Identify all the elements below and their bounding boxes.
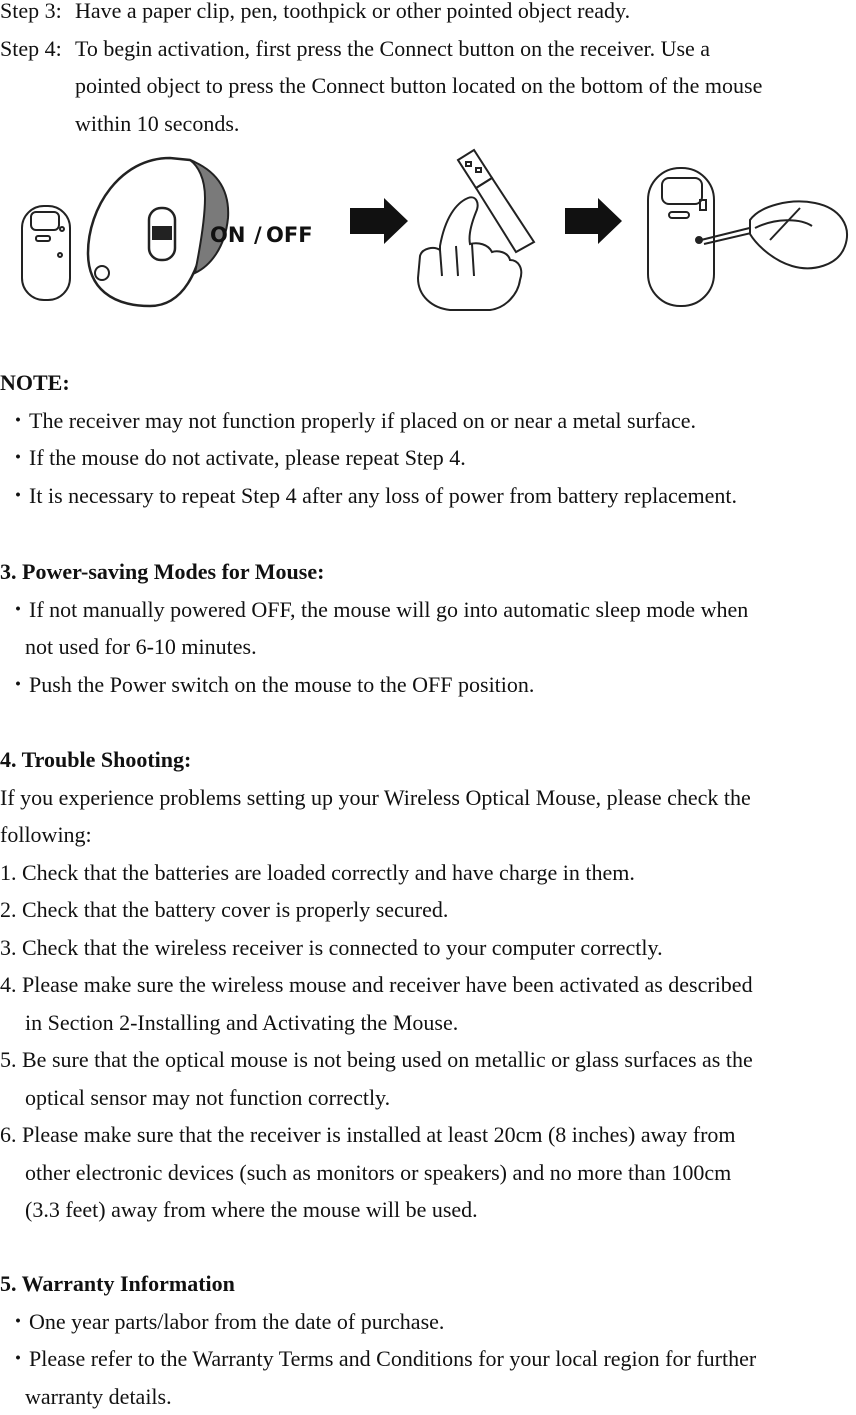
on-off-label bbox=[210, 223, 313, 247]
trouble-intro-line-2: following: bbox=[0, 816, 856, 854]
trouble-item-2: 2. Check that the battery cover is properly secured. bbox=[0, 891, 856, 929]
warranty-item-1-text: One year parts/labor from the date of purchase. bbox=[29, 1309, 444, 1334]
step-3 bbox=[0, 0, 856, 30]
mouse-bottom-icon bbox=[22, 206, 70, 300]
trouble-item-4-cont: in Section 2-Installing and Activating the Mouse. bbox=[0, 1004, 856, 1042]
bullet-dot: ・ bbox=[7, 445, 29, 470]
mouse-pen-connect-icon bbox=[648, 168, 847, 306]
warranty-heading: 5. Warranty Information bbox=[0, 1265, 856, 1303]
bullet-dot: ・ bbox=[7, 672, 29, 697]
arrow-right-icon bbox=[350, 198, 408, 244]
power-saving-section bbox=[0, 553, 856, 703]
trouble-item-1: 1. Check that the batteries are loaded correctly and have charge in them. bbox=[0, 854, 856, 892]
note-heading: NOTE: bbox=[0, 364, 856, 402]
bullet-dot: ・ bbox=[7, 1309, 29, 1334]
trouble-item-5-cont: optical sensor may not function correctly. bbox=[0, 1079, 856, 1117]
step-4-text-line-2: pointed object to press the Connect button located on the bottom of the mouse bbox=[0, 67, 856, 105]
trouble-shooting-section bbox=[0, 741, 856, 1229]
warranty-item-2-text: Please refer to the Warranty Terms and Conditions for your local region for further bbox=[29, 1346, 756, 1371]
trouble-item-6: 6. Please make sure that the receiver is installed at least 20cm (8 inches) away from bbox=[0, 1116, 856, 1154]
trouble-item-6-cont-2: (3.3 feet) away from where the mouse will be used. bbox=[0, 1191, 856, 1229]
power-saving-item-2-text: Push the Power switch on the mouse to the OFF position. bbox=[29, 672, 534, 697]
note-item-3 bbox=[0, 477, 856, 515]
activation-illustration bbox=[0, 148, 856, 318]
trouble-item-4: 4. Please make sure the wireless mouse and receiver have been activated as described bbox=[0, 966, 856, 1004]
arrow-right-icon-2 bbox=[565, 198, 622, 244]
warranty-item-2 bbox=[0, 1340, 856, 1378]
bullet-dot: ・ bbox=[7, 483, 29, 508]
warranty-section bbox=[0, 1265, 856, 1415]
step-4-text-line-1: To begin activation, first press the Connect button on the receiver. Use a bbox=[75, 30, 710, 68]
note-section bbox=[0, 364, 856, 514]
switch-off-label: OFF bbox=[266, 223, 313, 247]
bullet-dot: ・ bbox=[7, 597, 29, 622]
step-4 bbox=[0, 30, 856, 68]
step-4-text-line-3: within 10 seconds. bbox=[0, 105, 856, 143]
step-4-label: Step 4: bbox=[0, 30, 75, 68]
power-saving-item-1-text: If not manually powered OFF, the mouse will go into automatic sleep mode when bbox=[29, 597, 748, 622]
trouble-item-6-cont-1: other electronic devices (such as monitors or speakers) and no more than 100cm bbox=[0, 1154, 856, 1192]
switch-on-label: ON bbox=[210, 223, 245, 247]
note-item-3-text: It is necessary to repeat Step 4 after any loss of power from battery replacement. bbox=[29, 483, 737, 508]
step-3-label: Step 3: bbox=[0, 0, 75, 30]
receiver-press-icon bbox=[418, 150, 534, 310]
note-item-1-text: The receiver may not function properly if placed on or near a metal surface. bbox=[29, 408, 696, 433]
note-item-2-text: If the mouse do not activate, please repeat Step 4. bbox=[29, 445, 466, 470]
switch-sep-label: / bbox=[254, 223, 262, 247]
warranty-item-2-cont: warranty details. bbox=[0, 1378, 856, 1415]
step-3-text: Have a paper clip, pen, toothpick or other pointed object ready. bbox=[75, 0, 630, 30]
trouble-item-5: 5. Be sure that the optical mouse is not being used on metallic or glass surfaces as the bbox=[0, 1041, 856, 1079]
steps-section bbox=[0, 0, 856, 142]
trouble-shooting-heading: 4. Trouble Shooting: bbox=[0, 741, 856, 779]
note-item-1 bbox=[0, 402, 856, 440]
warranty-item-1 bbox=[0, 1303, 856, 1341]
note-item-2 bbox=[0, 439, 856, 477]
power-saving-item-1-cont: not used for 6-10 minutes. bbox=[0, 628, 856, 666]
bullet-dot: ・ bbox=[7, 408, 29, 433]
bullet-dot: ・ bbox=[7, 1346, 29, 1371]
trouble-intro-line-1: If you experience problems setting up your Wireless Optical Mouse, please check the bbox=[0, 779, 856, 817]
power-saving-item-2 bbox=[0, 666, 856, 704]
mouse-switch-icon bbox=[88, 158, 228, 306]
power-saving-item-1 bbox=[0, 591, 856, 629]
power-saving-heading: 3. Power-saving Modes for Mouse: bbox=[0, 553, 856, 591]
trouble-item-3: 3. Check that the wireless receiver is connected to your computer correctly. bbox=[0, 929, 856, 967]
